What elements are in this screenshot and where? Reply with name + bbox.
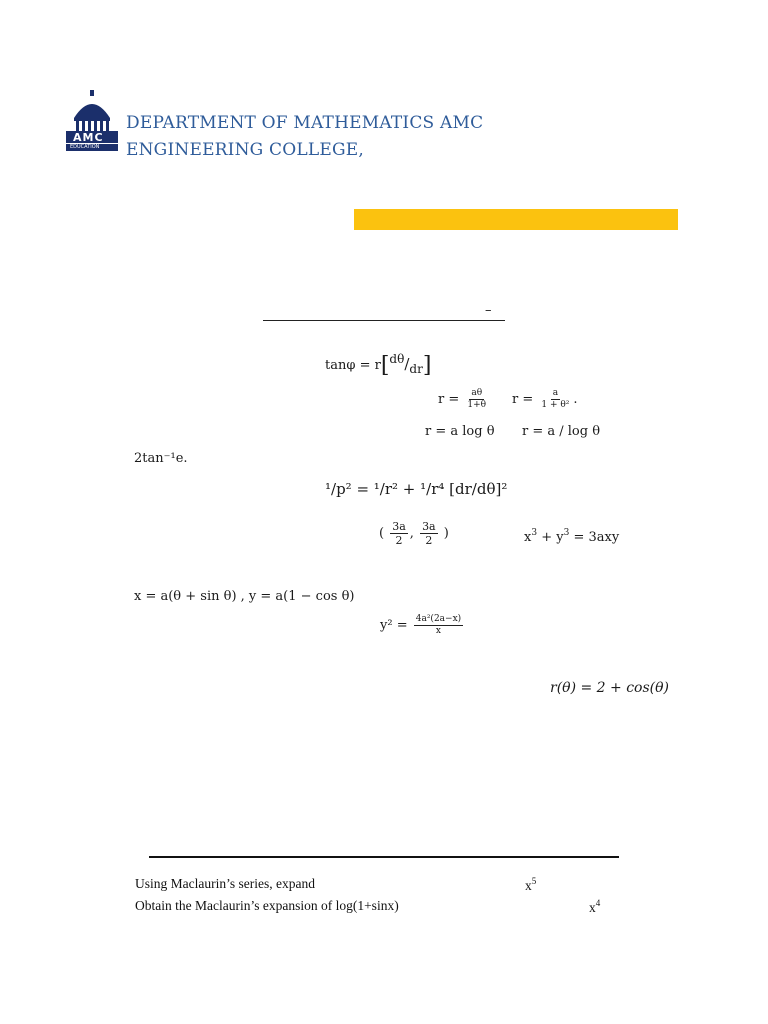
curve2-tail: . (573, 392, 578, 407)
point-x-num: 3a (392, 520, 406, 533)
tan-phi-lhs: tanφ = r (325, 358, 381, 373)
folium-equation: $x^3 + y^3 = 3axy$ (524, 528, 620, 545)
question-2-exp: 4 (595, 898, 601, 908)
cissoid-den: x (435, 626, 441, 636)
folium-y: + y (537, 530, 564, 545)
question-1-base: x (525, 878, 532, 893)
cissoid-fraction (414, 614, 463, 637)
tan-phi-den: dr (409, 362, 423, 376)
dash-mark: – (485, 303, 492, 318)
highlight-bar (354, 209, 678, 230)
folium-x: x (524, 530, 532, 545)
tan-phi-formula: tanφ = r[dθ/dr] (325, 352, 432, 378)
department-title: DEPARTMENT OF MATHEMATICS AMC ENGINEERING COLLEGE, (126, 113, 484, 160)
point-coordinates: ( $\frac{3a}{2}$ , $\frac{3a}{2}$ ) (379, 520, 449, 547)
curve2-lhs: r = (512, 392, 534, 407)
cissoid-equation (380, 614, 465, 637)
curve2-formula (512, 388, 578, 411)
log-formula-2: r = a / log θ (522, 424, 601, 439)
tan-phi-num: dθ (389, 352, 405, 366)
cissoid-num: 4a²(2a−x) (415, 614, 462, 624)
logo-subtext: EDUCATION (70, 144, 100, 150)
point-y-num: 3a (422, 520, 436, 533)
point-x-fraction (390, 520, 408, 547)
question-2-text: Obtain the Maclaurin’s expansion of log(1+sinx) (135, 898, 399, 913)
question-2-order (589, 898, 600, 916)
point-y-den: 2 (425, 534, 433, 547)
question-2-base: x (589, 900, 596, 915)
log-formula-1: r = a log θ (425, 424, 495, 439)
pedal-equation: ¹/p² = ¹/r² + ¹/r⁴ [dr/dθ]² (325, 480, 508, 498)
section-divider (149, 856, 619, 858)
arctan-expression: 2tan⁻¹e. (134, 451, 188, 466)
curve1-fraction (465, 388, 488, 411)
cissoid-lhs: y² = (380, 618, 408, 633)
curve2-num: a (552, 388, 559, 398)
section-rule (263, 320, 505, 321)
curve2-den: 1 + θ² (541, 400, 570, 410)
point-y-fraction (420, 520, 438, 547)
curve1-den: 1+θ (467, 400, 487, 410)
curve1-lhs: r = (438, 392, 460, 407)
question-1-text: Using Maclaurin’s series, expand (135, 876, 315, 891)
curve2-fraction (539, 388, 571, 411)
curve1-num: aθ (471, 388, 483, 398)
folium-rhs: = 3axy (569, 530, 620, 545)
question-1-exp: 5 (531, 876, 537, 886)
cardioid-equation: r(θ) = 2 + cos(θ) (550, 680, 670, 696)
question-1-order (525, 876, 536, 894)
amc-logo (64, 88, 120, 152)
point-x-den: 2 (395, 534, 403, 547)
cycloid-equation: x = a(θ + sin θ) , y = a(1 − cos θ) (134, 589, 355, 604)
logo-text: AMC (73, 131, 104, 144)
curve1-formula (438, 388, 490, 411)
